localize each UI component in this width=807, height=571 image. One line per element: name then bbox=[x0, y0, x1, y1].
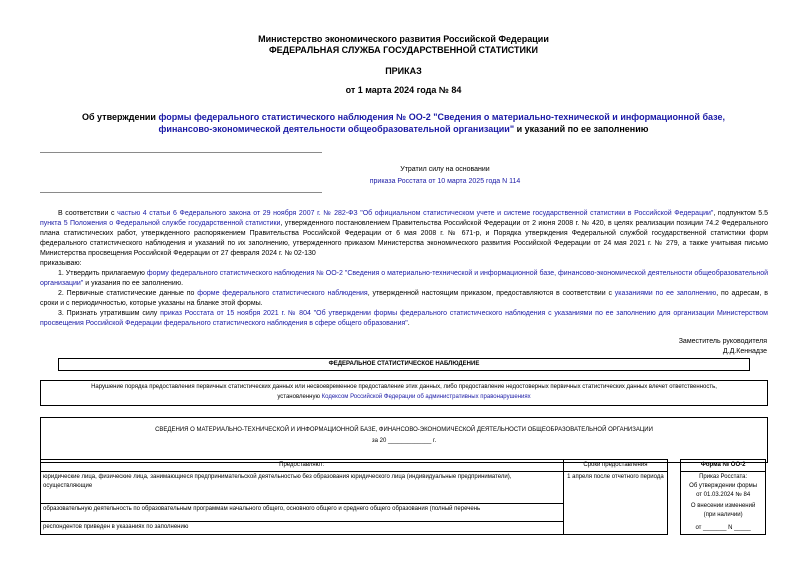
approval-cell bbox=[681, 472, 766, 535]
order-word: приказываю: bbox=[40, 260, 82, 267]
text: установленную bbox=[277, 394, 322, 400]
approval-line: Приказ Росстата: bbox=[699, 474, 748, 480]
paragraph-3 bbox=[40, 309, 768, 329]
report-year: за 20 _____________ г. bbox=[371, 438, 437, 444]
report-title-box bbox=[40, 417, 768, 463]
approval-line: Об утверждении формы bbox=[689, 483, 758, 489]
col-deadline: Сроки предоставления bbox=[563, 460, 668, 472]
respondents-table bbox=[40, 459, 766, 535]
doc-type: ПРИКАЗ bbox=[385, 66, 422, 76]
koap-link[interactable]: Кодексом Российской Федерации об административных правонарушениях bbox=[321, 394, 531, 400]
paragraph-2 bbox=[40, 289, 768, 309]
law-link[interactable]: частью 4 статьи 6 Федерального закона от 29 ноября 2007 г. № 282-ФЗ "Об официальном статистическом учете и системе государственной статистики в Российской Федерации" bbox=[117, 210, 714, 217]
text: 3. Признать утратившим силу bbox=[58, 310, 161, 317]
lost-force-note bbox=[330, 164, 560, 188]
lost-force-text: Утратил силу на основании bbox=[400, 166, 490, 173]
changes-line: (при наличии) bbox=[703, 512, 743, 518]
service-name: ФЕДЕРАЛЬНАЯ СЛУЖБА ГОСУДАРСТВЕННОЙ СТАТИСТИКИ bbox=[269, 45, 538, 55]
deadline-text: 1 апреля после отчетного периода bbox=[563, 472, 668, 535]
form-number: Форма № ОО-2 bbox=[681, 460, 766, 472]
approval-line: от 01.03.2024 № 84 bbox=[696, 492, 751, 498]
text: , подпунктом 5.5 bbox=[713, 210, 769, 217]
text: и указания по ее заполнению. bbox=[83, 280, 184, 287]
text: 1. Утвердить прилагаемую bbox=[58, 270, 147, 277]
title-suffix: и указаний по ее заполнению bbox=[514, 124, 649, 134]
doc-date-number: от 1 марта 2024 года № 84 bbox=[345, 85, 462, 95]
repealed-order-link[interactable]: приказ Росстата от 15 ноября 2021 г. № 804 "Об утверждении формы федерального статистического наблюдения с указаниями по ее заполнению для организации Министерством просвещения Российской Федерации федерального статистического наблюдения в сфере общего образования" bbox=[40, 310, 768, 327]
text: , по адресам, в сроки и с периодичностью, которые указаны на бланке этой формы. bbox=[40, 290, 768, 307]
form-link[interactable]: форму федерального статистического наблюдения № ОО-2 "Сведения о материально-технической и информационной базе, финансово-экономической деятельности общеобразовательной организации" bbox=[40, 270, 768, 287]
divider-bottom bbox=[40, 192, 322, 193]
changes-line: О внесении изменений bbox=[690, 503, 756, 509]
divider-top bbox=[40, 152, 322, 153]
respondents-text-3: респондентов приведен в указаниях по заполнению bbox=[41, 521, 564, 534]
text: В соответствии с bbox=[58, 210, 118, 217]
paragraph-preamble bbox=[40, 209, 768, 259]
changes-line: от _______ N _____ bbox=[695, 525, 751, 531]
order-body bbox=[40, 209, 768, 329]
violation-notice bbox=[40, 380, 768, 406]
text: , утвержденного постановлением Правительства Российской Федерации от 2 июня 2008 г. № 420, в целях реализации позиции 74.2 Федерального плана статистических работ, утвержденного распоряжением Правительства Российской Федерации от 6 мая 2008 г. № 671-р, и Порядка утверждения Федеральной службой государственной статистики форм федерального статистического наблюдения и указаний по их заполнению, утвержденного приказом Министерства экономического развития Российской Федерации от 24 мая 2021 г. № 279, а также учитывая письмо Министерства просвещения Российской Федерации от 27 февраля 2024 г. № 02-130 bbox=[40, 220, 768, 257]
col-provide: Предоставляют: bbox=[41, 460, 564, 472]
document-header bbox=[0, 34, 807, 56]
paragraph-1 bbox=[40, 269, 768, 289]
signature-role: Заместитель руководителя bbox=[678, 338, 767, 345]
instructions-link[interactable]: указаниями по ее заполнению bbox=[614, 290, 717, 297]
page-title bbox=[60, 111, 747, 135]
violation-text: Нарушение порядка предоставления первичных статистических данных или несвоевременное предоставление этих данных, либо предоставление недостоверных первичных статистических данных влечет ответственность, bbox=[91, 384, 717, 390]
report-title: СВЕДЕНИЯ О МАТЕРИАЛЬНО-ТЕХНИЧЕСКОЙ И ИНФОРМАЦИОННОЙ БАЗЕ, ФИНАНСОВО-ЭКОНОМИЧЕСКОЙ ДЕЯТЕЛЬНОСТИ ОБЩЕОБРАЗОВАТЕЛЬНОЙ ОРГАНИЗАЦИИ bbox=[155, 427, 653, 433]
title-form-link[interactable]: формы федерального статистического наблюдения № ОО-2 "Сведения о материально-технической и информационной базе, финансово-экономической деятельности общеобразовательной организации" bbox=[158, 112, 725, 134]
table-row bbox=[41, 472, 766, 504]
title-prefix: Об утверждении bbox=[81, 112, 159, 122]
spacer bbox=[668, 460, 681, 472]
respondents-text-2: образовательную деятельность по образовательным программам начального общего, основного общего и среднего общего образования (полный перечень bbox=[41, 504, 564, 522]
fsn-banner: ФЕДЕРАЛЬНОЕ СТАТИСТИЧЕСКОЕ НАБЛЮДЕНИЕ bbox=[58, 358, 750, 371]
text: . bbox=[407, 320, 410, 327]
form-link-2[interactable]: форме федерального статистического наблюдения bbox=[197, 290, 368, 297]
violation-text-2 bbox=[41, 392, 767, 402]
signature bbox=[679, 337, 767, 357]
table-header-row bbox=[41, 460, 766, 472]
regulation-link[interactable]: пункта 5 Положения о Федеральной службе государственной статистики bbox=[40, 220, 281, 227]
signature-name: Д.Д.Кеннадзе bbox=[722, 348, 767, 355]
lost-force-link[interactable]: приказа Росстата от 10 марта 2025 года N 114 bbox=[369, 178, 521, 185]
ministry-name: Министерство экономического развития Российской Федерации bbox=[258, 34, 549, 44]
spacer bbox=[668, 472, 681, 535]
text: 2. Первичные статистические данные по bbox=[58, 290, 198, 297]
respondents-text-1: юридические лица, физические лица, занимающиеся предпринимательской деятельностью без образования юридического лица (индивидуальные предприниматели), осуществляющие bbox=[41, 472, 564, 504]
text: , утвержденной настоящим приказом, предоставляются в соответствии с bbox=[367, 290, 615, 297]
